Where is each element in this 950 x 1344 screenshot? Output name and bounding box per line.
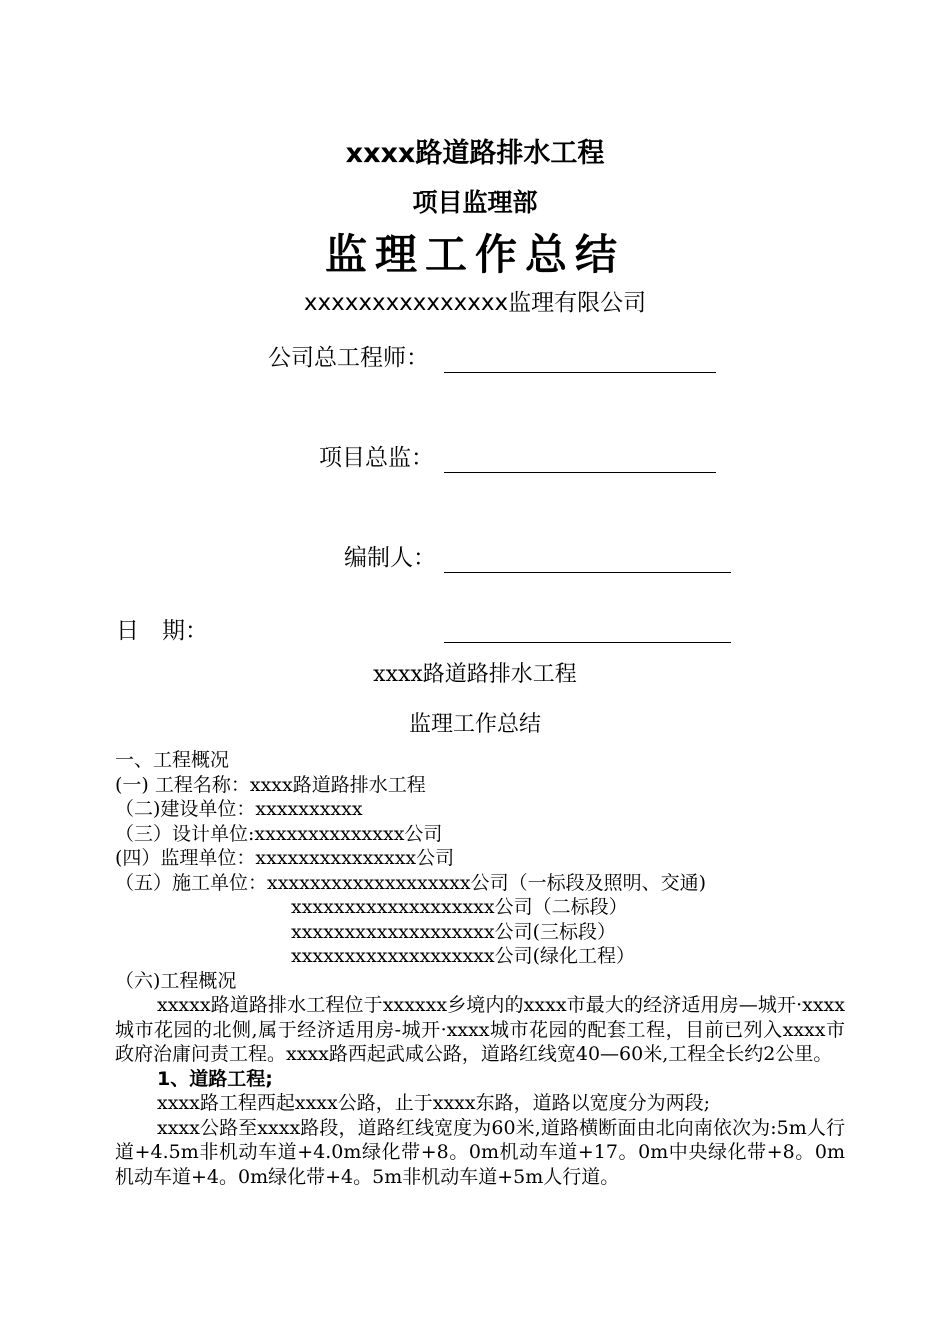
date-label: 日 期： bbox=[116, 618, 208, 644]
list-item: xxxxxxxxxxxxxxxxxxx公司(三标段） bbox=[291, 920, 617, 943]
paragraph: xxxx路工程西起xxxx公路，止于xxxx东路，道路以宽度分为两段; bbox=[157, 1092, 710, 1114]
list-item: （五）施工单位：xxxxxxxxxxxxxxxxxxx公司（一标段及照明、交通) bbox=[115, 871, 707, 894]
list-item: （三）设计单位:xxxxxxxxxxxxxx公司 bbox=[115, 822, 443, 845]
date-signature-line bbox=[444, 642, 731, 643]
chief-engineer-label: 公司总工程师： bbox=[268, 345, 429, 371]
chief-engineer-signature-line bbox=[444, 372, 716, 373]
project-chief-signature-line bbox=[444, 472, 716, 473]
cover-project-name: xxxx路道路排水工程 bbox=[345, 138, 605, 169]
author-label: 编制人： bbox=[344, 545, 436, 571]
list-item: （六)工程概况 bbox=[115, 969, 237, 992]
body-content bbox=[115, 748, 845, 1189]
list-item: (四）监理单位：xxxxxxxxxxxxxxx公司 bbox=[115, 847, 455, 869]
section-heading: 一、工程概况 bbox=[115, 749, 230, 771]
body-doc-title: 监理工作总结 bbox=[408, 712, 541, 737]
cover-company: xxxxxxxxxxxxxxx监理有限公司 bbox=[303, 290, 647, 316]
project-chief-label: 项目总监： bbox=[319, 445, 434, 471]
list-item: xxxxxxxxxxxxxxxxxxx公司（二标段） bbox=[291, 896, 628, 918]
cover-doc-title: 监理工作总结 bbox=[324, 230, 625, 279]
author-signature-line bbox=[444, 572, 731, 573]
paragraph: xxxx公路至xxxx路段，道路红线宽度为60米,道路横断面由北向南依次为:5m人行道+4.5m非机动车道+4.0m绿化带+8。0m机动车道+17。0m中央绿化带+8。0m机动车道+4。0m绿化带+4。5m非机动车道+5m人行道。 bbox=[115, 1116, 845, 1188]
list-item: xxxxxxxxxxxxxxxxxxx公司(绿化工程） bbox=[291, 945, 636, 967]
paragraph: xxxxx路道路排水工程位于xxxxxx乡境内的xxxx市最大的经济适用房—城开·xxxx城市花园的北侧,属于经济适用房-城开·xxxx城市花园的配套工程，目前已列入xxxx市政府治庸问责工程。xxxx路西起武咸公路，道路红线宽40—60米,工程全长约2公里。 bbox=[115, 994, 845, 1065]
list-item: (一) 工程名称：xxxx路道路排水工程 bbox=[115, 773, 426, 796]
cover-dept: 项目监理部 bbox=[412, 188, 538, 217]
body-project-name: xxxx路道路排水工程 bbox=[373, 662, 577, 687]
list-item: （二)建设单位：xxxxxxxxxx bbox=[115, 798, 363, 820]
subsection-heading: 1、道路工程; bbox=[157, 1067, 273, 1090]
